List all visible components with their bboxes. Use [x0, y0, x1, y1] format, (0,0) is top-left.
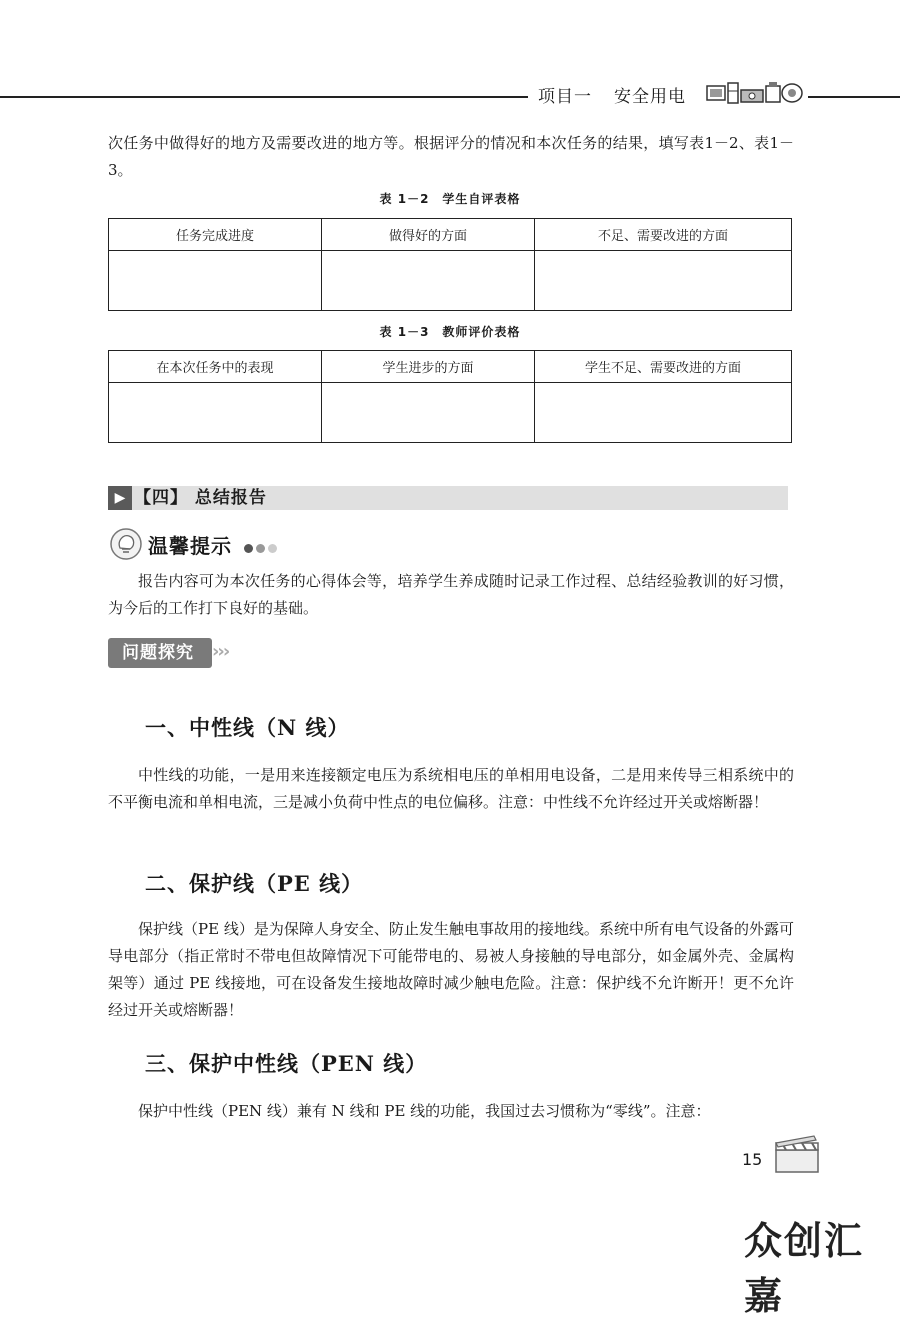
table-header-cell: 不足、需要改进的方面 [535, 219, 792, 251]
table-blank-row [109, 383, 792, 443]
explore-badge: 问题探究 [108, 638, 212, 668]
tip-paragraph: 报告内容可为本次任务的心得体会等，培养学生养成随时记录工作过程、总结经验教训的好习惯，为今后的工作打下良好的基础。 [108, 572, 794, 617]
section-four-title: 【四】 总结报告 [134, 488, 267, 508]
table-blank-cell[interactable] [322, 383, 535, 443]
table-3-caption: 表 1－3 教师评价表格 [379, 325, 521, 339]
lightbulb-icon [109, 527, 143, 561]
table-header-cell: 任务完成进度 [109, 219, 322, 251]
table-header-row [109, 219, 792, 251]
table-blank-cell[interactable] [109, 383, 322, 443]
header-rule-right [808, 96, 900, 98]
table-blank-row [109, 251, 792, 311]
running-header [538, 82, 686, 107]
table-blank-cell[interactable] [322, 251, 535, 311]
table-header-cell: 做得好的方面 [322, 219, 535, 251]
play-triangle-icon: ▶ [108, 486, 132, 510]
table-header-row [109, 351, 792, 383]
header-project: 项目一 [538, 87, 592, 107]
table-header-cell: 学生不足、需要改进的方面 [535, 351, 792, 383]
paragraph-protective-line: 保护线（PE 线）是为保障人身安全、防止发生触电事故用的接地线。系统中所有电气设备的外露可导电部分（指正常时不带电但故障情况下可能带电的、易被人身接触的导电部分，如金属外壳、金属构架等）通过 PE 线接地，可在设备发生接地故障时减少触电危险。注意：保护线不允许断开！更不允许经过开关或熔断器！ [108, 920, 794, 1019]
header-title: 安全用电 [614, 87, 686, 107]
heading-pen-line: 三、保护中性线（PEN 线） [145, 1051, 428, 1076]
table-header-cell: 学生进步的方面 [322, 351, 535, 383]
clapperboard-icon [772, 1134, 822, 1174]
chevrons-icon: ››› [212, 641, 229, 662]
heading-neutral-line: 一、中性线（N 线） [145, 715, 350, 740]
tip-title: 温馨提示 [148, 534, 232, 558]
table-header-cell: 在本次任务中的表现 [109, 351, 322, 383]
paragraph-neutral-line: 中性线的功能，一是用来连接额定电压为系统相电压的单相用电设备，二是用来传导三相系统中的不平衡电流和单相电流，三是减小负荷中性点的电位偏移。注意：中性线不允许经过开关或熔断器！ [108, 766, 794, 811]
teacher-evaluation-table [108, 350, 792, 443]
watermark: 众创汇嘉 [744, 1219, 865, 1318]
table-blank-cell[interactable] [535, 251, 792, 311]
tip-dots [244, 538, 280, 557]
paragraph-pen-line: 保护中性线（PEN 线）兼有 N 线和 PE 线的功能，我国过去习惯称为“零线”。注意： [138, 1102, 711, 1120]
self-evaluation-table [108, 218, 792, 311]
table-blank-cell[interactable] [109, 251, 322, 311]
header-rule-left [0, 96, 528, 98]
table-2-caption: 表 1－2 学生自评表格 [379, 192, 521, 206]
appliance-icons [706, 80, 804, 106]
heading-protective-line: 二、保护线（PE 线） [145, 871, 364, 896]
page-number: 15 [742, 1150, 763, 1169]
intro-paragraph: 次任务中做得好的地方及需要改进的地方等。根据评分的情况和本次任务的结果，填写表1－2、表1－3。 [108, 134, 794, 179]
table-blank-cell[interactable] [535, 383, 792, 443]
